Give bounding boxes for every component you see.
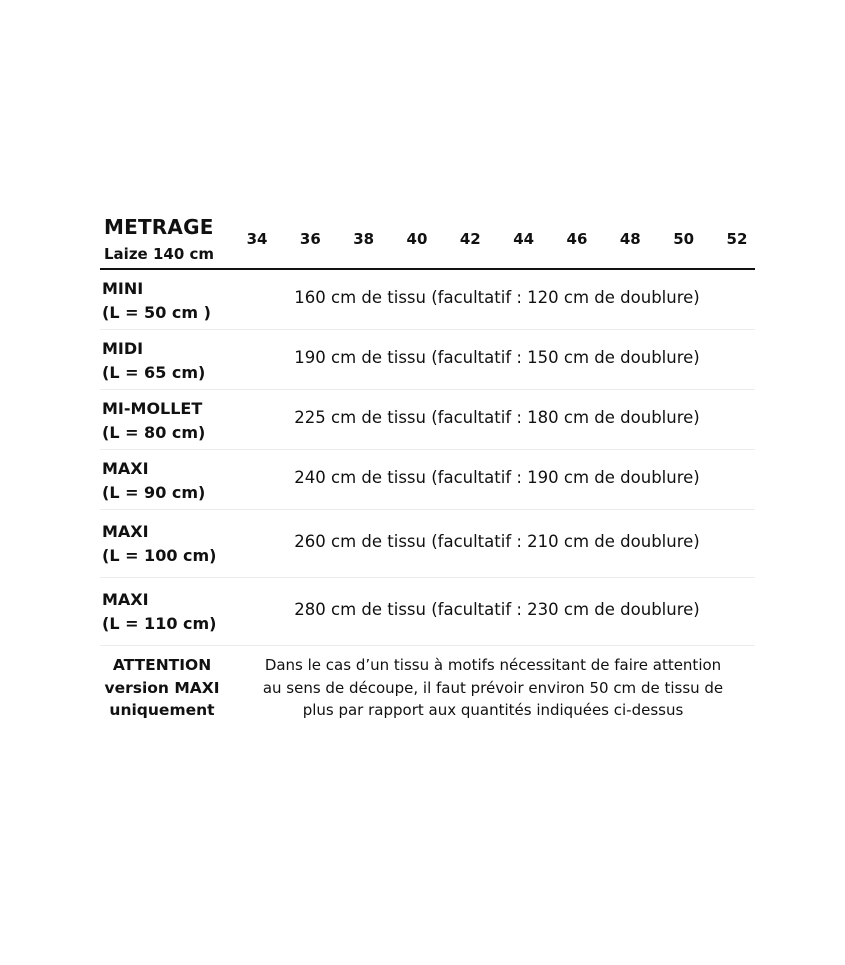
row-label <box>102 337 205 385</box>
row-label <box>102 277 211 325</box>
version-name: MAXI <box>102 590 149 609</box>
metrage-table <box>100 210 755 726</box>
fabric-quantity: 160 cm de tissu (facultatif : 120 cm de doublure) <box>294 288 700 307</box>
fabric-quantity: 225 cm de tissu (facultatif : 180 cm de doublure) <box>294 408 700 427</box>
size-46: 46 <box>566 230 588 248</box>
size-52: 52 <box>726 230 748 248</box>
fabric-quantity: 260 cm de tissu (facultatif : 210 cm de doublure) <box>294 532 700 551</box>
attention-note-line: au sens de découpe, il faut prévoir environ 50 cm de tissu de <box>262 678 724 697</box>
size-44: 44 <box>513 230 535 248</box>
attention-label-line: uniquement <box>109 701 215 719</box>
table-row <box>100 270 755 330</box>
version-length: (L = 65 cm) <box>102 363 206 382</box>
size-36: 36 <box>299 230 321 248</box>
metrage-title: METRAGE <box>104 215 214 239</box>
size-40: 40 <box>406 230 428 248</box>
size-34: 34 <box>246 230 268 248</box>
attention-note-line: Dans le cas d’un tissu à motifs nécessitant de faire attention <box>264 656 722 674</box>
size-48: 48 <box>619 230 641 248</box>
row-label <box>102 588 217 636</box>
version-length: (L = 100 cm) <box>102 546 217 565</box>
size-38: 38 <box>353 230 375 248</box>
version-length: (L = 90 cm) <box>102 483 206 502</box>
attention-note-line: plus par rapport aux quantités indiquées ci-dessus <box>302 701 684 719</box>
attention-label-line: ATTENTION <box>112 656 212 674</box>
attention-label-line: version MAXI <box>104 678 220 697</box>
attention-row <box>100 646 755 726</box>
version-length: (L = 50 cm ) <box>102 303 211 322</box>
version-length: (L = 80 cm) <box>102 423 206 442</box>
table-row <box>100 578 755 646</box>
row-label <box>102 397 205 445</box>
fabric-quantity: 190 cm de tissu (facultatif : 150 cm de doublure) <box>294 348 700 367</box>
version-name: MAXI <box>102 522 149 541</box>
table-row <box>100 390 755 450</box>
version-name: MI-MOLLET <box>102 399 203 418</box>
fabric-quantity: 240 cm de tissu (facultatif : 190 cm de doublure) <box>294 468 700 487</box>
table-row <box>100 330 755 390</box>
size-header <box>242 230 752 248</box>
size-42: 42 <box>459 230 481 248</box>
size-50: 50 <box>673 230 695 248</box>
table-row <box>100 450 755 510</box>
attention-label <box>100 654 224 722</box>
version-name: MIDI <box>102 339 144 358</box>
table-header <box>100 210 755 270</box>
row-label <box>102 520 217 568</box>
attention-note <box>238 654 748 722</box>
fabric-width-label: Laize 140 cm <box>104 245 215 263</box>
version-length: (L = 110 cm) <box>102 614 217 633</box>
version-name: MAXI <box>102 459 149 478</box>
table-row <box>100 510 755 578</box>
row-label <box>102 457 205 505</box>
fabric-quantity: 280 cm de tissu (facultatif : 230 cm de doublure) <box>294 600 700 619</box>
version-name: MINI <box>102 279 144 298</box>
